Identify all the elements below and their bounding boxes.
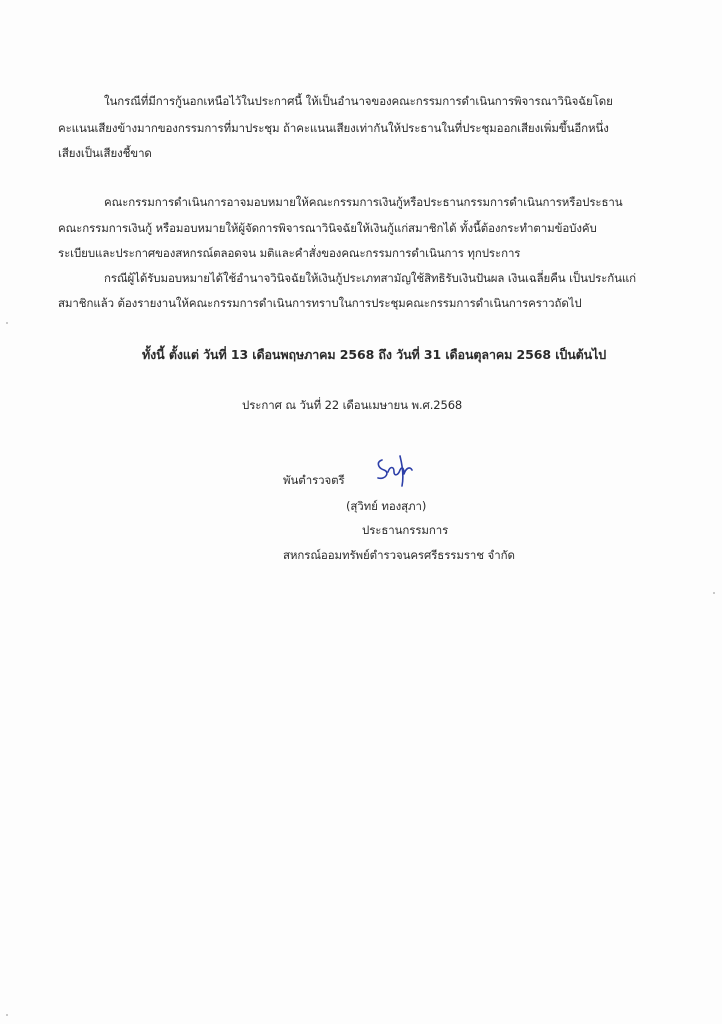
paragraph-2-line-3: ระเบียบและประกาศของสหกรณ์ตลอดจน มติและคำสั่งของคณะกรรมการดำเนินการ ทุกประการ [58, 246, 521, 260]
announcement-date: ประกาศ ณ วันที่ 22 เดือนเมษายน พ.ศ.2568 [242, 398, 463, 412]
signer-organization: สหกรณ์ออมทรัพย์ตำรวจนครศรีธรรมราช จำกัด [283, 548, 515, 562]
signature-image [372, 452, 418, 492]
paragraph-1-line-3: เสียงเป็นเสียงชี้ขาด [58, 146, 152, 160]
signer-name: (สุวิทย์ ทองสุภา) [346, 499, 427, 513]
paragraph-1-line-2: คะแนนเสียงข้างมากของกรรมการที่มาประชุม ถ้าคะแนนเสียงเท่ากันให้ประธานในที่ประชุมออกเสียงเพิ่มขึ้นอีกหนึ่ง [58, 121, 609, 135]
paragraph-3-line-2: สมาชิกแล้ว ต้องรายงานให้คณะกรรมการดำเนินการทราบในการประชุมคณะกรรมการดำเนินการคราวถัดไป [58, 296, 582, 310]
paragraph-3-line-1: กรณีผู้ได้รับมอบหมายได้ใช้อำนาจวินิจฉัยให้เงินกู้ประเภทสามัญใช้สิทธิรับเงินปันผล เงินเฉลี่ยคืน เป็นประกันแก่ [104, 271, 637, 285]
effective-period: ทั้งนี้ ตั้งแต่ วันที่ 13 เดือนพฤษภาคม 2568 ถึง วันที่ 31 เดือนตุลาคม 2568 เป็นต้นไป [142, 347, 607, 362]
signer-position: ประธานกรรมการ [362, 523, 449, 537]
paragraph-1-line-1: ในกรณีที่มีการกู้นอกเหนือไว้ในประกาศนี้ ให้เป็นอำนาจของคณะกรรมการดำเนินการพิจารณาวินิจฉัยโดย [104, 94, 613, 108]
paragraph-2-line-2: คณะกรรมการเงินกู้ หรือมอบหมายให้ผู้จัดการพิจารณาวินิจฉัยให้เงินกู้แก่สมาชิกได้ ทั้งนี้ต้องกระทำตามข้อบังคับ [58, 221, 597, 235]
signer-rank: พันตำรวจตรี [283, 473, 345, 487]
paragraph-2-line-1: คณะกรรมการดำเนินการอาจมอบหมายให้คณะกรรมการเงินกู้หรือประธานกรรมการดำเนินการหรือประธาน [104, 195, 623, 209]
